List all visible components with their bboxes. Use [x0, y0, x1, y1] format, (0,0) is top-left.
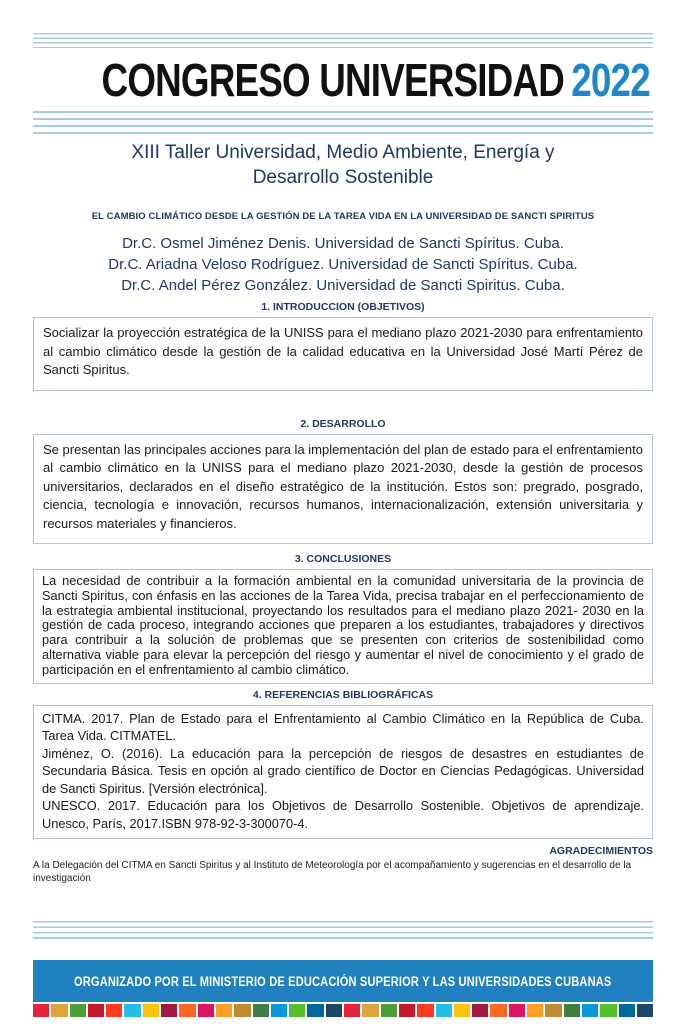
sdg-color-square — [216, 1004, 232, 1017]
sdg-color-square — [381, 1004, 397, 1017]
organizer-banner — [33, 960, 653, 1002]
sdg-color-square — [637, 1004, 653, 1017]
sdg-color-square — [600, 1004, 616, 1017]
reference-item-2: Jiménez, O. (2016). La educación para la percepción de riesgos de desastres en estudiantes de Secundaria Básica. Tesis en opción al grado científico de Doctor en Ciencias Pedagógicas. Universidad de Sancti Spiritus. [Versión electrónica]. — [42, 745, 644, 796]
congress-title-text: CONGRESO UNIVERSIDAD — [101, 54, 565, 106]
sdg-color-square — [124, 1004, 140, 1017]
author-line-3: Dr.C. Andel Pérez González. Universidad de Sancti Spiritus. Cuba. — [121, 277, 565, 294]
introduccion-text: Socializar la proyección estratégica de la UNISS para el mediano plazo 2021-2030 para enfrentamiento al cambio climático desde la gestión de la calidad educativa en la Universidad José Martí Pérez de Sancti Spiritus. — [43, 325, 643, 377]
section-heading-introduccion: 1. INTRODUCCION (OBJETIVOS) — [261, 301, 425, 313]
sdg-color-square — [234, 1004, 250, 1017]
sdg-color-square — [326, 1004, 342, 1017]
sdg-color-square — [271, 1004, 287, 1017]
desarrollo-box — [33, 434, 653, 545]
desarrollo-text: Se presentan las principales acciones para la implementación del plan de estado para el enfrentamiento al cambio climático en la UNISS para el mediano plazo 2021-2030, desde la gestión de procesos universitarios, declarados en el diseño estratégico de la institución. Estos son: pregrado, posgrado, ciencia, tecnología e innovación, recursos humanos, internacionalización, extensión universitaria y recursos materiales y financieros. — [43, 441, 643, 531]
conclusiones-box — [33, 569, 653, 684]
sdg-color-square — [289, 1004, 305, 1017]
sdg-color-square — [161, 1004, 177, 1017]
page-title — [33, 56, 653, 104]
sdg-color-square — [399, 1004, 415, 1017]
sdg-color-strip — [33, 1004, 653, 1017]
sdg-color-square — [417, 1004, 433, 1017]
conclusiones-text: La necesidad de contribuir a la formación ambiental en la comunidad universitaria de la provincia de Sancti Spiritus, con énfasis en las acciones de la Tarea Vida, precisa trabajar en el perfeccionamiento de la estrategia ambiental institucional, proyectando los resultados para el mediano plazo 2021- 2030 en la gestión de cada proceso, integrando acciones que preparen a los estudiantes, trabajadores y directivos para contribuir a la solución de problemas que se presenten con criterios de sostenibilidad como alternativa viable para elevar la percepción del riesgo y aumentar el nivel de conocimiento y el grado de participación en el enfrentamiento al cambio climático. — [42, 573, 644, 677]
section-heading-referencias: 4. REFERENCIAS BIBLIOGRÁFICAS — [252, 688, 434, 701]
workshop-title — [33, 140, 653, 190]
workshop-title-line2: Desarrollo Sostenible — [252, 167, 434, 188]
section-heading-desarrollo: 2. DESARROLLO — [300, 417, 386, 430]
congress-year: 2022 — [571, 54, 650, 106]
author-line-2: Dr.C. Ariadna Veloso Rodríguez. Universidad de Sancti Spíritus. Cuba. — [108, 256, 578, 273]
section-heading-conclusiones: 3. CONCLUSIONES — [294, 553, 392, 565]
sdg-color-square — [545, 1004, 561, 1017]
agradecimientos-heading: AGRADECIMIENTOS — [549, 845, 653, 858]
congress-title-wrap — [102, 56, 650, 104]
sdg-color-square — [179, 1004, 195, 1017]
author-line-1: Dr.C. Osmel Jiménez Denis. Universidad de Sancti Spíritus. Cuba. — [122, 235, 564, 252]
sdg-color-square — [307, 1004, 323, 1017]
sdg-color-square — [490, 1004, 506, 1017]
sdg-color-square — [582, 1004, 598, 1017]
sdg-color-square — [106, 1004, 122, 1017]
decorative-staff-lines-top — [33, 33, 653, 48]
reference-item-3: UNESCO. 2017. Educación para los Objetivos de Desarrollo Sostenible. Objetivos de aprendizaje. Unesco, París, 2017.ISBN 978-92-3-300070-4. — [42, 798, 644, 831]
sdg-color-square — [454, 1004, 470, 1017]
sdg-color-square — [436, 1004, 452, 1017]
introduccion-box — [33, 317, 653, 391]
sdg-color-square — [344, 1004, 360, 1017]
organizer-banner-text: ORGANIZADO POR EL MINISTERIO DE EDUCACIÓN SUPERIOR Y LAS UNIVERSIDADES CUBANAS — [74, 973, 612, 989]
sdg-color-square — [33, 1004, 49, 1017]
sdg-color-square — [143, 1004, 159, 1017]
agradecimientos-text: A la Delegación del CITMA en Sancti Spiritus y al Instituto de Meteorología por el acompañamiento y sugerencias en el desarrollo de la investigación — [33, 860, 632, 884]
authors-list — [33, 233, 653, 296]
sdg-color-square — [70, 1004, 86, 1017]
sdg-color-square — [51, 1004, 67, 1017]
sdg-color-square — [509, 1004, 525, 1017]
workshop-title-line1: XIII Taller Universidad, Medio Ambiente, Energía y — [131, 142, 555, 163]
sdg-color-square — [88, 1004, 104, 1017]
paper-title: EL CAMBIO CLIMÁTICO DESDE LA GESTIÓN DE LA TAREA VIDA EN LA UNIVERSIDAD DE SANCTI SPIRITUS — [91, 211, 595, 222]
reference-item-1: CITMA. 2017. Plan de Estado para el Enfrentamiento al Cambio Climático en la República de Cuba. Tarea Vida. CITMATEL. — [42, 710, 644, 744]
sdg-color-square — [362, 1004, 378, 1017]
referencias-box — [33, 705, 653, 840]
sdg-color-square — [527, 1004, 543, 1017]
sdg-color-square — [619, 1004, 635, 1017]
sdg-color-square — [564, 1004, 580, 1017]
sdg-color-square — [198, 1004, 214, 1017]
decorative-staff-lines-bottom — [33, 921, 653, 942]
decorative-staff-lines-mid — [33, 111, 653, 135]
sdg-color-square — [472, 1004, 488, 1017]
sdg-color-square — [253, 1004, 269, 1017]
